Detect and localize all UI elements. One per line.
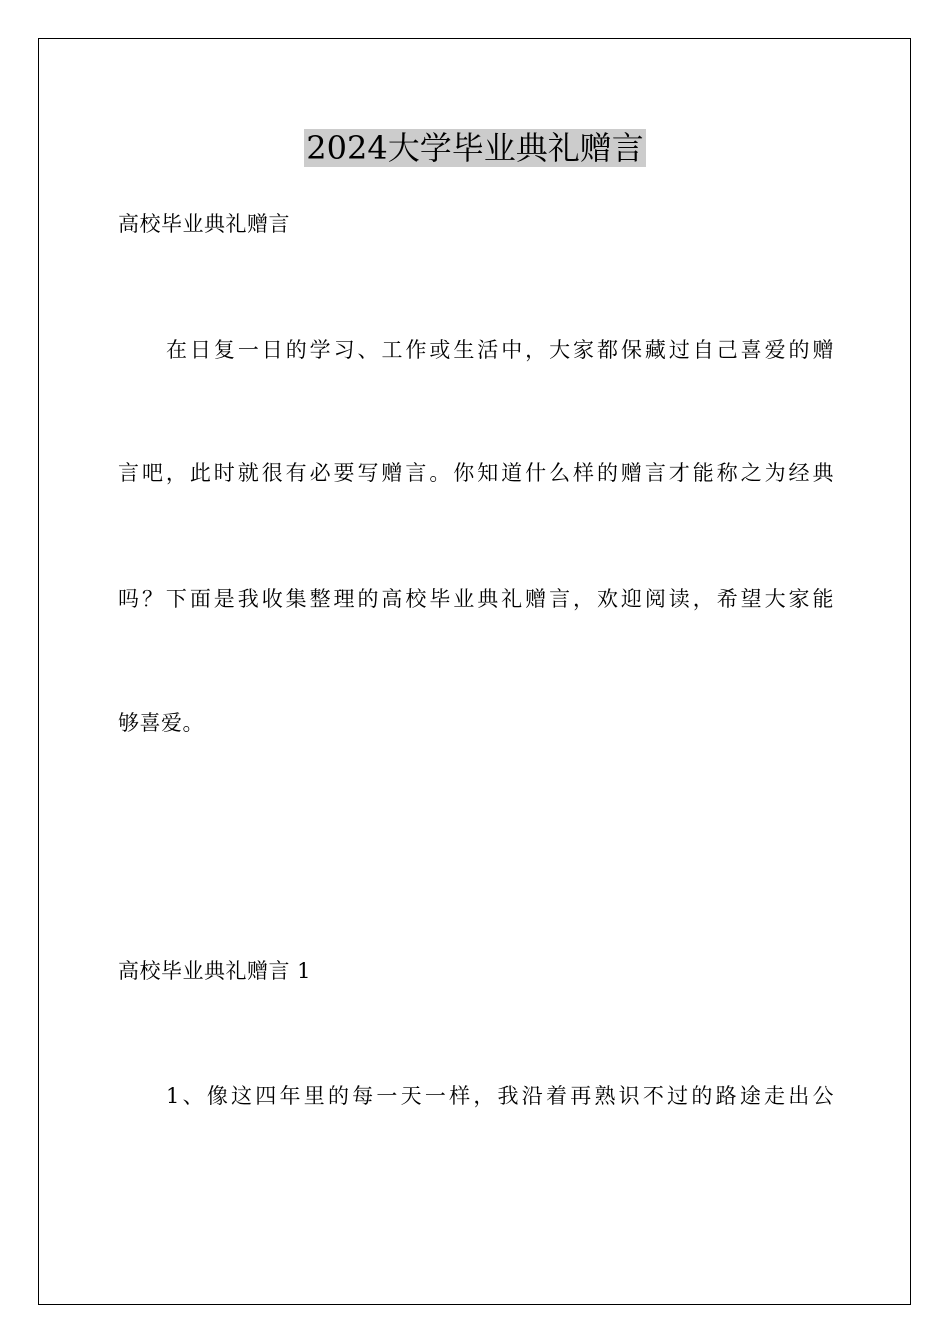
intro-line-1: 在日复一日的学习、工作或生活中，大家都保藏过自己喜爱的赠 xyxy=(166,338,834,362)
section-heading: 高校毕业典礼赠言 1 xyxy=(118,959,312,983)
document-subtitle: 高校毕业典礼赠言 xyxy=(118,212,290,236)
section-line-1: 1、像这四年里的每一天一样，我沿着再熟识不过的路途走出公 xyxy=(166,1084,834,1108)
intro-line-2: 言吧，此时就很有必要写赠言。你知道什么样的赠言才能称之为经典 xyxy=(118,461,834,485)
title-text: 2024大学毕业典礼赠言 xyxy=(306,129,644,167)
intro-line-4: 够喜爱。 xyxy=(118,711,204,735)
intro-line-3: 吗？下面是我收集整理的高校毕业典礼赠言，欢迎阅读，希望大家能 xyxy=(118,587,834,611)
document-title xyxy=(0,128,950,168)
